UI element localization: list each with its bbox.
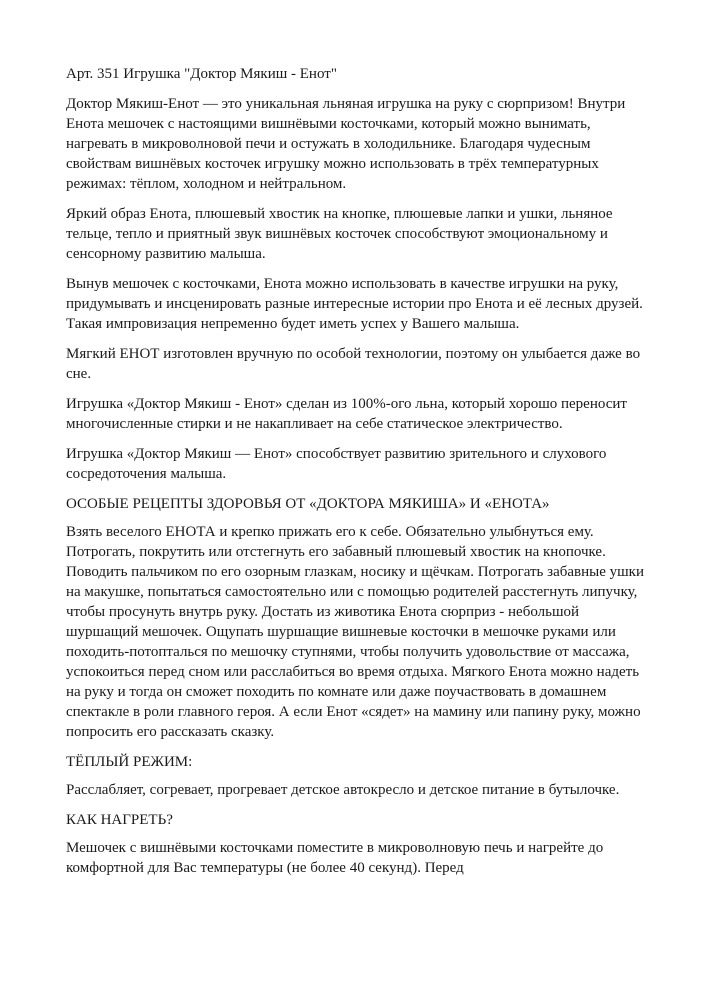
recipes-paragraph: Взять веселого ЕНОТА и крепко прижать его к себе. Обязательно улыбнуться ему. Потрогать, покрутить или отстегнуть его забавный плюшевый хвостик на кнопочке. Поводить пальчиком по его озорным глазкам, носику и щёчкам. Потрогать забавные ушки на макушке, попытаться самостоятельно или с помощью родителей расстегнуть липучку, чтобы просунуть внутрь руку. Достать из животика Енота сюрприз - небольшой шуршащий мешочек. Ощупать шуршащие вишневые косточки в мешочке руками или походить-потопталься по мешочку ступнями, чтобы получить удовольствие от массажа, успокоиться перед сном или расслабиться во время отдыха. Мягкого Енота можно надеть на руку и тогда он сможет походить по комнате или даже поучаствовать в домашнем спектакле в роли главного героя. А если Енот «сядет» на мамину или папину руку, можно попросить его рассказать сказку. [66, 524, 644, 740]
recipes-heading: ОСОБЫЕ РЕЦЕПТЫ ЗДОРОВЬЯ ОТ «ДОКТОРА МЯКИША» И «ЕНОТА» [66, 496, 550, 512]
development-paragraph: Игрушка «Доктор Мякиш — Енот» способствует развитию зрительного и слухового сосредоточения малыша. [66, 446, 607, 482]
document-title: Арт. 351 Игрушка "Доктор Мякиш - Енот" [66, 66, 337, 82]
hand-toy-paragraph: Вынув мешочек с косточками, Енота можно использовать в качестве игрушки на руку, придумывать и инсценировать разные интересные истории про Енота и её лесных друзей. Такая импровизация непременно будет иметь успех у Вашего малыша. [66, 276, 643, 332]
warm-mode-paragraph: Расслабляет, согревает, прогревает детское автокресло и детское питание в бутылочке. [66, 782, 620, 798]
document-page [66, 64, 646, 888]
handmade-paragraph: Мягкий ЕНОТ изготовлен вручную по особой технологии, поэтому он улыбается даже во сне. [66, 346, 641, 382]
image-paragraph: Яркий образ Енота, плюшевый хвостик на кнопке, плюшевые лапки и ушки, льняное тельце, тепло и приятный звук вишнёвых косточек способствуют эмоциональному и сенсорному развитию малыша. [66, 206, 613, 262]
intro-paragraph: Доктор Мякиш-Енот — это уникальная льняная игрушка на руку с сюрпризом! Внутри Енота мешочек с настоящими вишнёвыми косточками, который можно вынимать, нагревать в микроволновой печи и остужать в холодильнике. Благодаря чудесным свойствам вишнёвых косточек игрушку можно использовать в трёх температурных режимах: тёплом, холодном и нейтральном. [66, 96, 626, 192]
linen-paragraph: Игрушка «Доктор Мякиш - Енот» сделан из 100%-ого льна, который хорошо переносит многочисленные стирки и не накапливает на себе статическое электричество. [66, 396, 627, 432]
warm-mode-heading: ТЁПЛЫЙ РЕЖИМ: [66, 754, 193, 770]
how-to-heat-heading: КАК НАГРЕТЬ? [66, 812, 173, 828]
how-to-heat-paragraph: Мешочек с вишнёвыми косточками поместите в микроволновую печь и нагрейте до комфортной для Вас температуры (не более 40 секунд). Перед [66, 840, 604, 876]
